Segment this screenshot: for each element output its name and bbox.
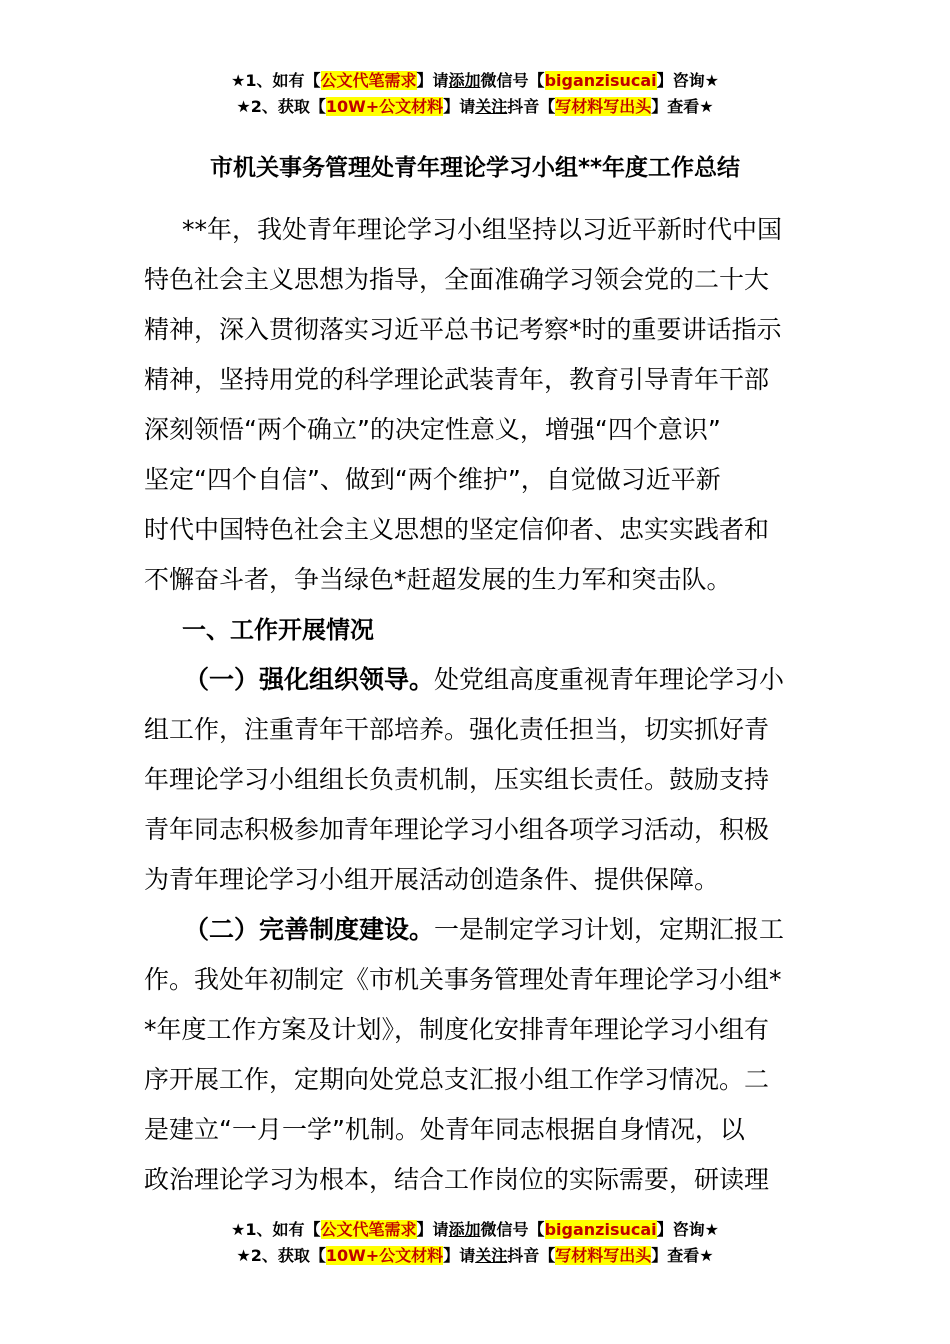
- paragraph-line: [144, 855, 824, 905]
- paragraph-line: [144, 1055, 824, 1105]
- banner-highlight: 10W+公文材料: [325, 97, 444, 116]
- line-text: 组工作，注重青年干部培养。强化责任担当，切实抓好青: [144, 715, 770, 744]
- banner-wechat-id: biganzisucai: [544, 1220, 657, 1239]
- line-text: 年理论学习小组组长负责机制，压实组长责任。鼓励支持: [144, 765, 770, 794]
- line-text: 为青年理论学习小组开展活动创造条件、提供保障。: [144, 865, 720, 894]
- banner-text: 抖音【: [507, 1246, 556, 1265]
- line-text: 作。我处年初制定《市机关事务管理处青年理论学习小组*: [144, 965, 782, 994]
- banner-text: 微信号【: [480, 1220, 545, 1239]
- banner-highlight: 公文代笔需求: [320, 1220, 417, 1239]
- banner-text: ★1、如有【: [231, 71, 321, 90]
- line-text: 精神，坚持用党的科学理论武装青年，教育引导青年干部: [144, 365, 770, 394]
- banner-underlined: 关注: [475, 97, 508, 116]
- paragraph-line: [144, 205, 824, 255]
- banner-text: 】请: [443, 1246, 476, 1265]
- banner-text: 】请: [443, 97, 476, 116]
- line-text: 坚定“四个自信”、做到“两个维护”，自觉做习近平新: [144, 465, 721, 494]
- banner-text: 】咨询★: [656, 71, 719, 90]
- paragraph-line: [144, 905, 824, 955]
- banner-underlined: 添加: [448, 1220, 481, 1239]
- banner-line-1: [0, 1217, 950, 1243]
- paragraph-line: [144, 655, 824, 705]
- paragraph-line: [144, 955, 824, 1005]
- banner-text: ★2、获取【: [236, 1246, 326, 1265]
- banner-text: ★1、如有【: [231, 1220, 321, 1239]
- banner-line-2: [0, 94, 950, 120]
- section-heading: [144, 605, 824, 655]
- paragraph-line: [144, 305, 824, 355]
- line-text: 深刻领悟“两个确立”的决定性意义，增强“四个意识”: [144, 415, 721, 444]
- banner-douyin-id: 写材料写出头: [555, 1246, 652, 1265]
- paragraph-line: [144, 1155, 824, 1205]
- line-text: 政治理论学习为根本，结合工作岗位的实际需要，研读理: [144, 1165, 770, 1194]
- banner-text: 】请: [416, 1220, 449, 1239]
- subsection-heading-text: 完善制度建设。: [259, 915, 435, 944]
- line-text: **年，我处青年理论学习小组坚持以习近平新时代中国: [182, 215, 783, 244]
- paragraph-line: [144, 1105, 824, 1155]
- paragraph-line: [144, 355, 824, 405]
- banner-text: 】查看★: [651, 1246, 714, 1265]
- footer-banner: [0, 1217, 950, 1269]
- line-text: 时代中国特色社会主义思想的坚定信仰者、忠实实践者和: [144, 515, 770, 544]
- banner-text: 抖音【: [507, 97, 556, 116]
- banner-text: 】咨询★: [656, 1220, 719, 1239]
- line-text: 是建立“一月一学”机制。处青年同志根据自身情况，以: [144, 1115, 745, 1144]
- paragraph-line: [144, 1005, 824, 1055]
- banner-text: 】请: [416, 71, 449, 90]
- banner-text: 微信号【: [480, 71, 545, 90]
- banner-douyin-id: 写材料写出头: [555, 97, 652, 116]
- paragraph-line: [144, 705, 824, 755]
- line-text: 特色社会主义思想为指导，全面准确学习领会党的二十大: [144, 265, 770, 294]
- banner-wechat-id: biganzisucai: [544, 71, 657, 90]
- banner-underlined: 关注: [475, 1246, 508, 1265]
- line-text: 青年同志积极参加青年理论学习小组各项学习活动，积极: [144, 815, 770, 844]
- line-text: 精神，深入贯彻落实习近平总书记考察*时的重要讲话指示: [144, 315, 782, 344]
- line-text: 不懈奋斗者，争当绿色*赶超发展的生力军和突击队。: [144, 565, 732, 594]
- paragraph-line: [144, 805, 824, 855]
- banner-highlight: 10W+公文材料: [325, 1246, 444, 1265]
- subsection-heading-text: 强化组织领导。: [259, 665, 435, 694]
- paragraph-line: [144, 405, 824, 455]
- banner-highlight: 公文代笔需求: [320, 71, 417, 90]
- subsection-marker: （一）: [184, 665, 260, 694]
- banner-text: ★2、获取【: [236, 97, 326, 116]
- subsection-marker: （二）: [184, 915, 260, 944]
- paragraph-line: [144, 505, 824, 555]
- paragraph-line: [144, 755, 824, 805]
- banner-underlined: 添加: [448, 71, 481, 90]
- paragraph-line: [144, 455, 824, 505]
- section-heading-text: 一、工作开展情况: [182, 616, 374, 644]
- banner-line-1: [0, 68, 950, 94]
- line-text: 序开展工作，定期向处党总支汇报小组工作学习情况。二: [144, 1065, 770, 1094]
- banner-line-2: [0, 1243, 950, 1269]
- paragraph-line: [144, 255, 824, 305]
- line-text: 处党组高度重视青年理论学习小: [434, 665, 785, 694]
- line-text: 一是制定学习计划，定期汇报工: [434, 915, 785, 944]
- banner-text: 】查看★: [651, 97, 714, 116]
- header-banner: [0, 68, 950, 120]
- line-text: *年度工作方案及计划》，制度化安排青年理论学习小组有: [144, 1015, 770, 1044]
- document-title: 市机关事务管理处青年理论学习小组**年度工作总结: [209, 155, 741, 181]
- paragraph-line: [144, 555, 824, 605]
- document-body: [144, 205, 824, 1205]
